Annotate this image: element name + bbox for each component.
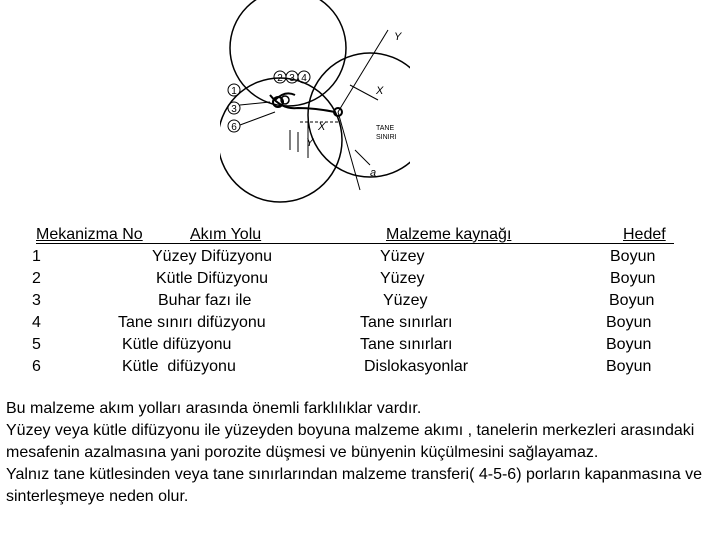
row-target: Boyun — [606, 314, 652, 331]
row-path: Kütle Difüzyonu — [156, 270, 269, 287]
axis-label-y-center: Y — [306, 137, 314, 149]
paragraph-line-2: Yüzey veya kütle difüzyonu ile yüzeyden boyuna malzeme akımı , tanelerin merkezleri arasındaki mesafenin azalmasına yani porozite düşmesi ve bünyenin küçülmesini sağlayamaz. — [6, 422, 695, 461]
leader-line — [240, 102, 270, 105]
leader-line-2 — [240, 112, 275, 125]
row-source: Tane sınırları — [360, 314, 453, 331]
header-underline — [36, 243, 674, 244]
paragraph-line-3: Yalnız tane kütlesinden veya tane sınırlarından malzeme transferi( 4-5-6) porların kapanmasına ve sinterleşmeye neden olur. — [6, 466, 703, 505]
marker-label-2: 2 — [277, 73, 283, 84]
marker-label-3-left: 3 — [231, 104, 237, 115]
row-no: 4 — [32, 314, 41, 331]
header-target: Hedef — [623, 226, 666, 243]
marker-group-left — [228, 84, 240, 133]
row-no: 1 — [32, 248, 41, 265]
marker-label-3: 3 — [289, 73, 295, 84]
row-target: Boyun — [610, 270, 656, 287]
row-source: Yüzey — [383, 292, 428, 309]
dimension-line — [350, 85, 378, 100]
row-source: Dislokasyonlar — [364, 358, 469, 375]
paragraph-line-1: Bu malzeme akım yolları arasında önemli farklılıklar vardır. — [6, 400, 422, 417]
explanation-paragraph — [6, 398, 714, 508]
row-source: Yüzey — [380, 248, 425, 265]
marker-label-4: 4 — [301, 73, 307, 84]
left-particle-circle — [220, 78, 342, 202]
dimension-line-2 — [355, 150, 370, 165]
row-target: Boyun — [609, 292, 655, 309]
header-mechanism: Mekanizma No — [36, 226, 143, 243]
marker-label-6: 6 — [231, 122, 237, 133]
row-target: Boyun — [606, 358, 652, 375]
row-no: 5 — [32, 336, 41, 353]
row-path: Kütle difüzyonu — [122, 336, 232, 353]
header-source: Malzeme kaynağı — [386, 226, 512, 243]
row-no: 6 — [32, 358, 41, 375]
row-target: Boyun — [610, 248, 656, 265]
row-no: 2 — [32, 270, 41, 287]
marker-group-top — [274, 71, 310, 84]
marker-label-1: 1 — [231, 86, 237, 97]
axis-label-a: a — [370, 167, 377, 179]
grain-boundary-label-line1: TANE — [376, 125, 395, 132]
row-path: Kütle difüzyonu — [122, 358, 236, 375]
row-path: Tane sınırı difüzyonu — [118, 314, 266, 331]
upper-particle-circle — [230, 0, 346, 106]
row-path: Buhar fazı ile — [158, 292, 252, 309]
row-source: Tane sınırları — [360, 336, 453, 353]
right-particle-circle — [308, 53, 410, 177]
axis-label-y-top: Y — [394, 31, 402, 43]
row-path: Yüzey Difüzyonu — [152, 248, 273, 265]
axis-label-x-center: X — [318, 121, 326, 133]
row-source: Yüzey — [380, 270, 425, 287]
sintering-neck-diagram — [220, 0, 410, 215]
header-path: Akım Yolu — [190, 226, 262, 243]
axis-label-x-right: X — [376, 85, 384, 97]
grain-boundary-label-line2: SINIRI — [376, 134, 397, 141]
row-target: Boyun — [606, 336, 652, 353]
row-no: 3 — [32, 292, 41, 309]
